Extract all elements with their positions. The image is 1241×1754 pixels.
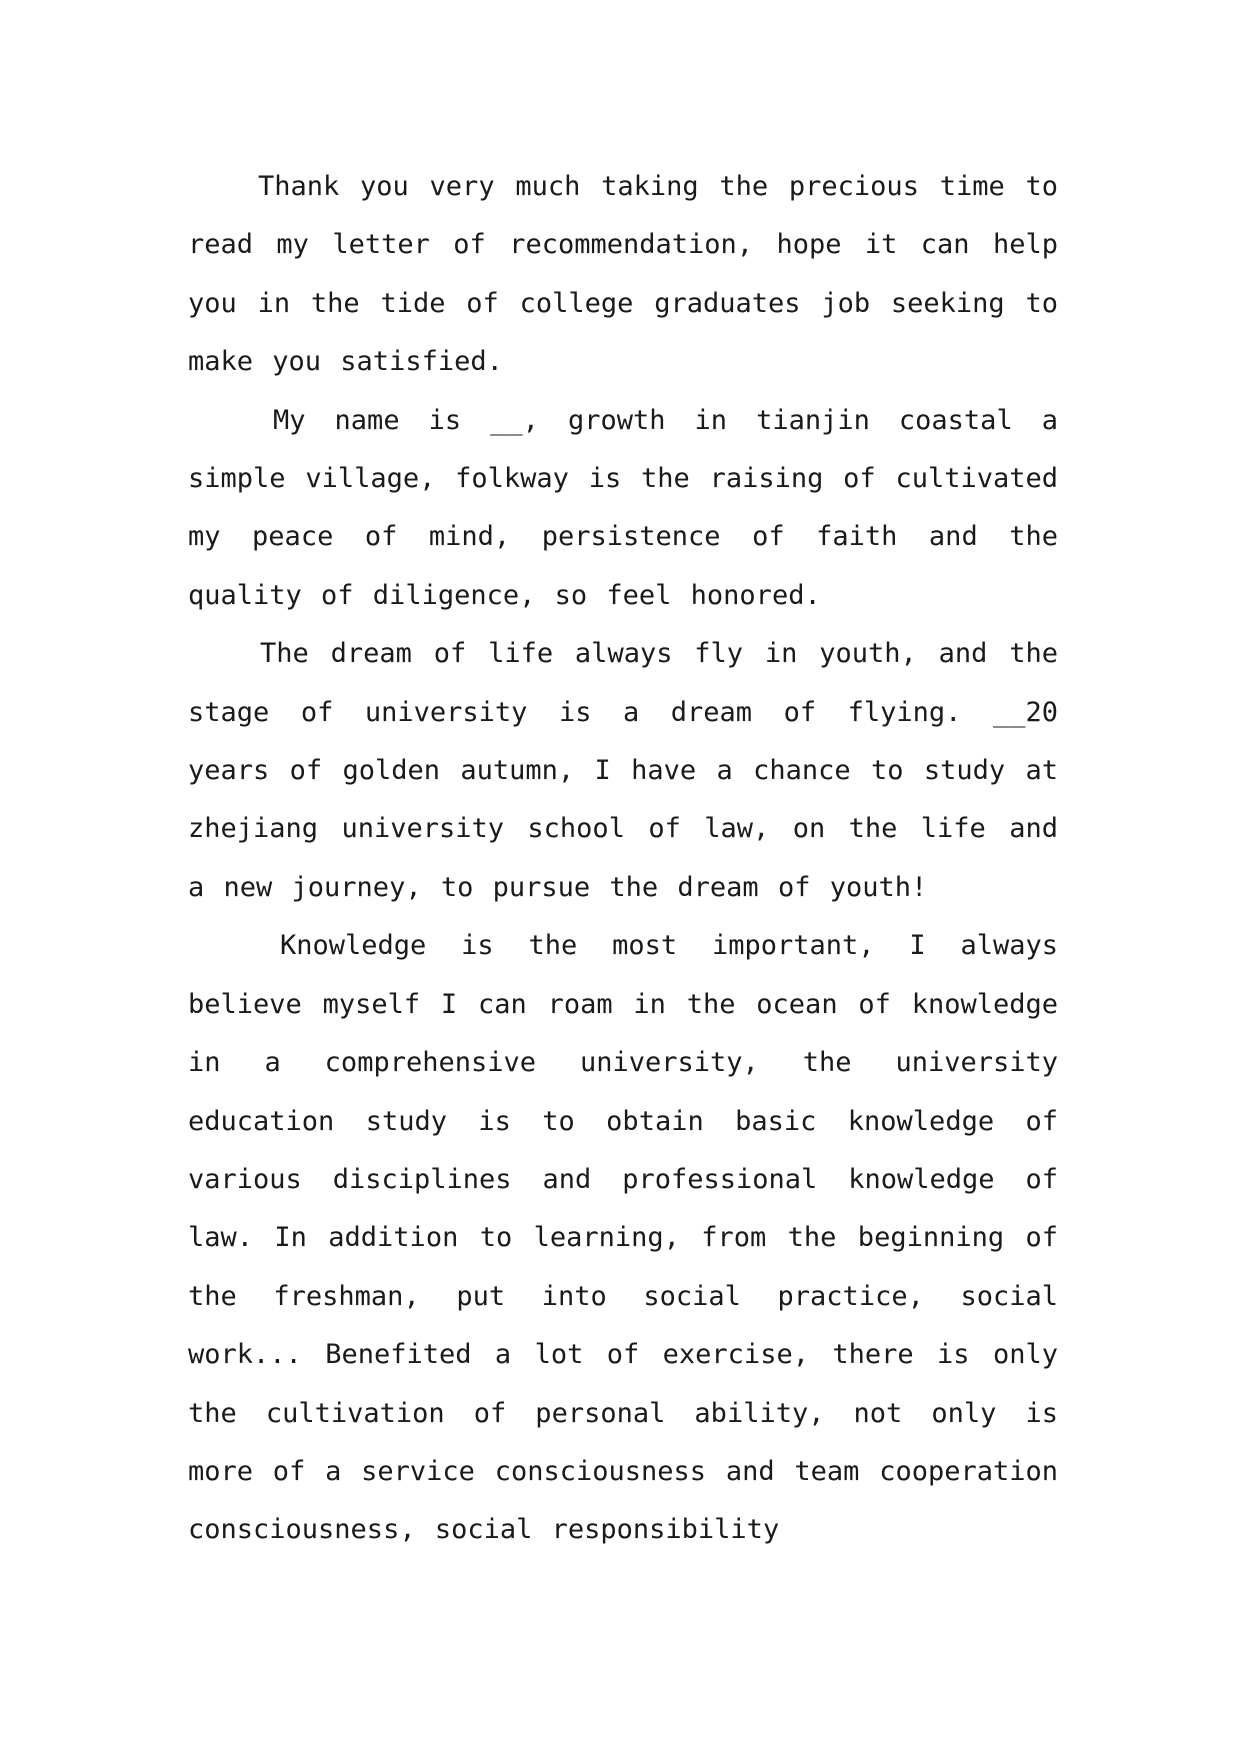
paragraph-university-dream: The dream of life always fly in youth, and the stage of university is a dream of flying. __20 years of golden autumn, I have a chance to study at zhejiang university school of law, on the life and a new journey, to pursue the dream of youth! xyxy=(188,638,1058,903)
paragraph-thanks: Thank you very much taking the precious time to read my letter of recommendation, hope it can help you in the tide of college graduates job seeking to make you satisfied. xyxy=(188,171,1058,378)
paragraph-knowledge: Knowledge is the most important, I always believe myself I can roam in the ocean of knowledge in a comprehensive university, the university education study is to obtain basic knowledge of various disciplines and professional knowledge of law. In addition to learning, from the beginning of the freshman, put into social practice, social work... Benefited a lot of exercise, there is only the cultivation of personal ability, not only is more of a service consciousness and team cooperation consciousness, social responsibility xyxy=(188,930,1058,1546)
paragraph-introduction: My name is __, growth in tianjin coastal a simple village, folkway is the raising of cultivated my peace of mind, persistence of faith and the quality of diligence, so feel honored. xyxy=(188,404,1058,611)
document-body xyxy=(188,158,1058,1560)
